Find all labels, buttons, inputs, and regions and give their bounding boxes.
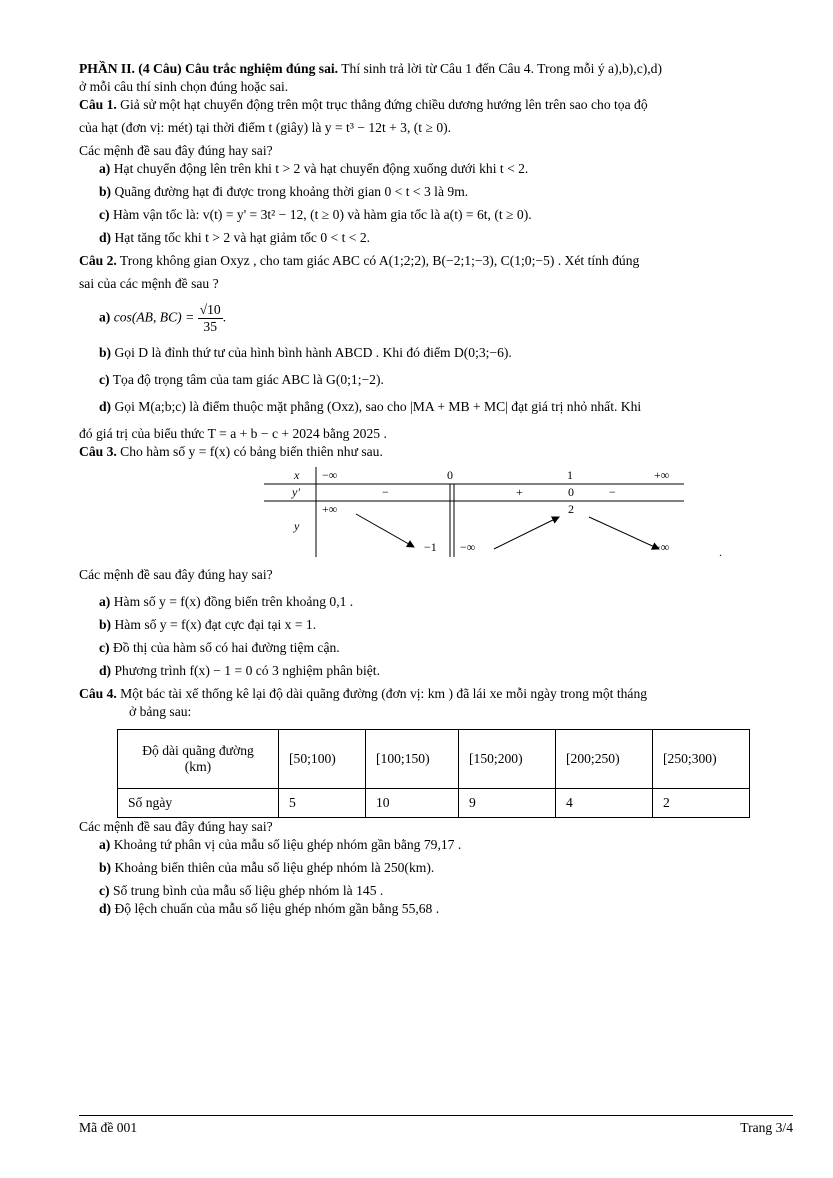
q1-b-label: b) [99, 184, 112, 199]
q2-a-denominator: 35 [203, 319, 217, 334]
table-cell-interval: [150;200) [459, 730, 556, 789]
q2-text2: sai của các mệnh đề sau ? [79, 276, 219, 291]
q2-a-fraction [198, 302, 223, 335]
q3-b-label: b) [99, 617, 112, 632]
section-title: PHẦN II. (4 Câu) Câu trắc nghiệm đúng sai. [79, 61, 339, 76]
vt-y-1: −1 [424, 540, 437, 554]
vt-yp-3: − [609, 485, 616, 499]
q1-text2: của hạt (đơn vị: mét) tại thời điểm t (giây) là y = t³ − 12t + 3, (t ≥ 0). [79, 120, 452, 135]
q3-b-text: Hàm số y = f(x) đạt cực đại tại x = 1. [111, 617, 317, 632]
q1-a-label: a) [99, 161, 111, 176]
q3-c-label: c) [99, 640, 110, 655]
table-head-distance [118, 730, 279, 789]
q2-b-label: b) [99, 345, 112, 360]
frequency-table [117, 729, 750, 818]
vt-dot: . [719, 545, 722, 559]
q4-c-text: Số trung bình của mẫu số liệu ghép nhóm là 145 . [109, 883, 384, 898]
vt-yp-0: − [382, 485, 389, 499]
q2-option-c [79, 371, 793, 389]
table-cell-count: 4 [556, 789, 653, 818]
q2-option-a [79, 302, 793, 335]
q3-d-label: d) [99, 663, 112, 678]
q1-option-b [79, 183, 793, 201]
table-cell-count: 9 [459, 789, 556, 818]
q4-label: Câu 4. [79, 686, 117, 701]
q4-b-label: b) [99, 860, 112, 875]
q3-label: Câu 3. [79, 444, 117, 459]
q4-stem [79, 685, 793, 703]
vt-x-0: −∞ [322, 468, 338, 482]
table-row [118, 730, 750, 789]
q3-c-text: Đồ thị của hàm số có hai đường tiệm cận. [109, 640, 340, 655]
vt-yp-1: + [516, 485, 523, 499]
q2-a-pre: cos(AB, BC) = [110, 309, 198, 325]
q2-stem [79, 252, 793, 270]
q1-option-c [79, 206, 793, 224]
q4-d-text: Độ lệch chuẩn của mẫu số liệu ghép nhóm gần bằng 55,68 . [111, 901, 440, 916]
q2-d-label: d) [99, 399, 112, 414]
q1-d-label: d) [99, 230, 112, 245]
q2-a-post: . [222, 309, 227, 325]
q1-text1: Giả sử một hạt chuyển động trên một trục thẳng đứng chiều dương hướng lên trên sao cho tọa độ [116, 97, 648, 112]
q4-prompt: Các mệnh đề sau đây đúng hay sai? [79, 819, 273, 834]
q2-c-text: Tọa độ trọng tâm của tam giác ABC là G(0;1;−2). [109, 372, 384, 387]
q2-option-b [79, 344, 793, 362]
q3-a-text: Hàm số y = f(x) đồng biến trên khoảng 0,1 . [110, 594, 354, 609]
page-footer [79, 1115, 793, 1136]
q2-label: Câu 2. [79, 253, 117, 268]
table-cell-interval: [50;100) [279, 730, 366, 789]
variation-table [264, 467, 722, 559]
table-cell-interval: [250;300) [653, 730, 750, 789]
vt-x-2: 1 [567, 468, 573, 482]
q4-a-label: a) [99, 837, 111, 852]
q4-a-text: Khoảng tứ phân vị của mẫu số liệu ghép nhóm gần bằng 79,17 . [110, 837, 462, 852]
q1-label: Câu 1. [79, 97, 117, 112]
q4-c-label: c) [99, 883, 110, 898]
q1-d-text: Hạt tăng tốc khi t > 2 và hạt giảm tốc 0 < t < 2. [111, 230, 371, 245]
table-cell-interval: [200;250) [556, 730, 653, 789]
section-header [79, 60, 793, 78]
q4-text2: ở bảng sau: [129, 704, 192, 719]
vt-x-1: 0 [447, 468, 453, 482]
q3-option-d [79, 662, 793, 680]
q4-option-a [79, 836, 793, 854]
q4-b-text: Khoảng biến thiên của mẫu số liệu ghép nhóm là 250(km). [111, 860, 435, 875]
q2-b-text: Gọi D là đỉnh thứ tư của hình bình hành ABCD . Khi đó điểm D(0;3;−6). [111, 345, 512, 360]
q2-d-text: Gọi M(a;b;c) là điểm thuộc mặt phẳng (Oxz), sao cho |MA + MB + MC| đạt giá trị nhỏ nhất. Khi [111, 399, 642, 414]
q2-a-label: a) [99, 309, 111, 325]
q2-a-numerator: √10 [199, 302, 221, 317]
q2-c-label: c) [99, 372, 110, 387]
q1-option-a [79, 160, 793, 178]
table-cell-interval: [100;150) [366, 730, 459, 789]
q1-c-text: Hàm vận tốc là: v(t) = y' = 3t² − 12, (t ≥ 0) và hàm gia tốc là a(t) = 6t, (t ≥ 0). [109, 207, 532, 222]
table-cell-count: 5 [279, 789, 366, 818]
q3-prompt: Các mệnh đề sau đây đúng hay sai? [79, 567, 273, 582]
q1-b-text: Quãng đường hạt đi được trong khoảng thời gian 0 < t < 3 là 9m. [111, 184, 469, 199]
vt-yp-label: y' [292, 485, 300, 499]
vt-yp-2: 0 [568, 485, 574, 499]
q1-c-label: c) [99, 207, 110, 222]
q4-d-label: d) [99, 901, 112, 916]
exam-code: Mã đề 001 [79, 1120, 138, 1135]
vt-y-0: +∞ [322, 502, 338, 516]
table-cell-count: 2 [653, 789, 750, 818]
q4-option-b [79, 859, 793, 877]
instruction-line1: Thí sinh trả lời từ Câu 1 đến Câu 4. Trong mỗi ý a),b),c),d) [338, 61, 662, 76]
page-number: Trang 3/4 [740, 1120, 793, 1135]
q2-option-d [79, 398, 793, 416]
table-row [118, 789, 750, 818]
instruction-line2: ở mỗi câu thí sinh chọn đúng hoặc sai. [79, 79, 289, 94]
q2-text1: Trong không gian Oxyz , cho tam giác ABC có A(1;2;2), B(−2;1;−3), C(1;0;−5) . Xét tính đúng [116, 253, 640, 268]
exam-page [79, 60, 793, 918]
q3-stem [79, 443, 793, 461]
q1-option-d [79, 229, 793, 247]
q1-stem [79, 96, 793, 114]
vt-y-2: −∞ [460, 540, 476, 554]
q4-text1: Một bác tài xế thống kê lại độ dài quãng đường (đơn vị: km ) đã lái xe mỗi ngày trong một tháng [116, 686, 648, 701]
q4-option-d [79, 900, 793, 918]
vt-x-3: +∞ [654, 468, 670, 482]
vt-y-label: y [294, 519, 300, 533]
vt-y-3: 2 [568, 502, 574, 516]
table-head-line2: (km) [184, 759, 212, 774]
q3-option-c [79, 639, 793, 657]
table-cell-count: 10 [366, 789, 459, 818]
q3-option-b [79, 616, 793, 634]
q1-prompt: Các mệnh đề sau đây đúng hay sai? [79, 143, 273, 158]
vt-x-label: x [294, 468, 300, 482]
vt-y-4: −∞ [654, 540, 670, 554]
q3-option-a [79, 593, 793, 611]
q2-d-text2: đó giá trị của biểu thức T = a + b − c + 2024 bằng 2025 . [79, 426, 387, 441]
q4-option-c [79, 882, 793, 900]
q3-d-text: Phương trình f(x) − 1 = 0 có 3 nghiệm phân biệt. [111, 663, 380, 678]
q1-a-text: Hạt chuyển động lên trên khi t > 2 và hạt chuyển động xuống dưới khi t < 2. [110, 161, 529, 176]
q3-text: Cho hàm số y = f(x) có bảng biến thiên như sau. [116, 444, 383, 459]
q3-a-label: a) [99, 594, 111, 609]
table-head-days: Số ngày [118, 789, 279, 818]
table-head-line1: Độ dài quãng đường [142, 743, 254, 758]
